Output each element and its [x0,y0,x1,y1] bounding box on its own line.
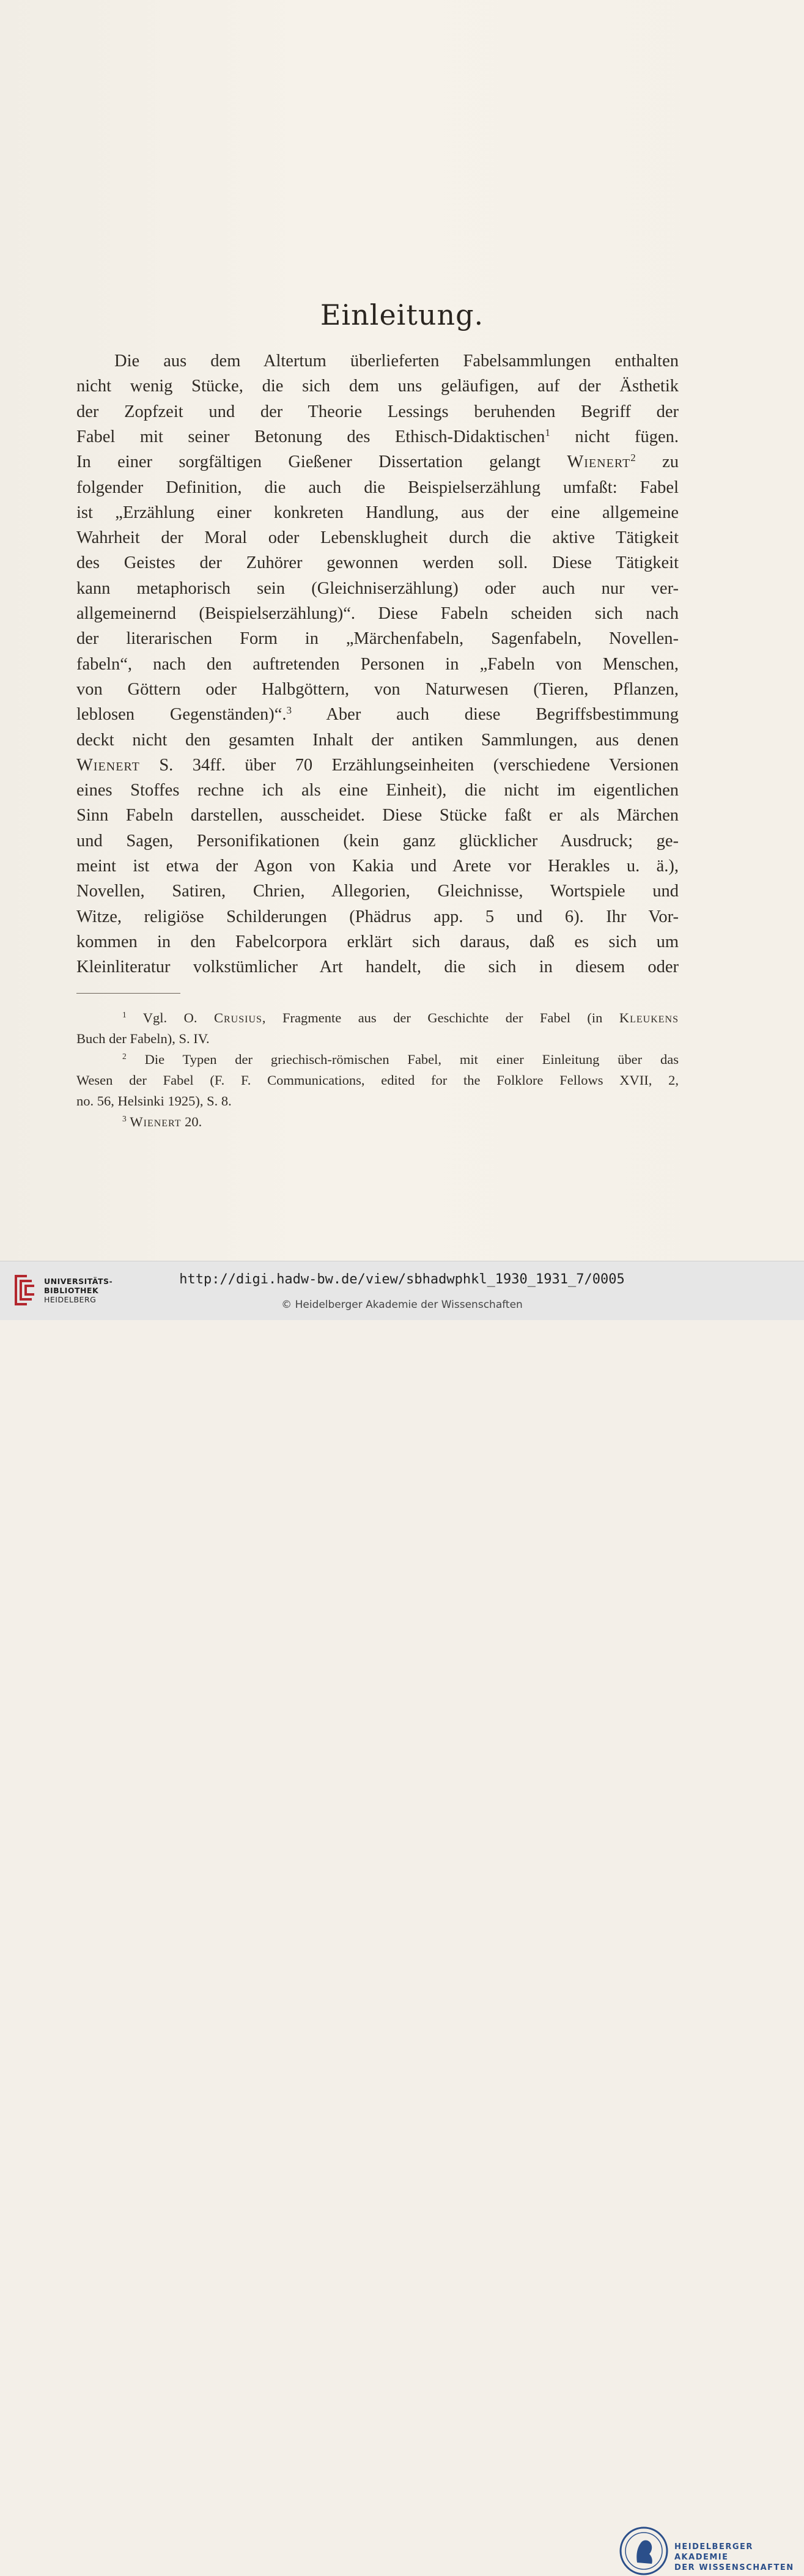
footnote-line: no. 56, Helsinki 1925), S. 8. [76,1093,232,1109]
body-line: In einer sorgfältigen Gießener Dissertation gelangt Wienert$^2$ zu [76,451,679,472]
body-line: Sinn Fabeln darstellen, ausscheidet. Diese Stücke faßt er als Märchen [76,806,679,825]
body-line: ist „Erzählung einer konkreten Handlung, aus der eine allgemeine [76,503,679,522]
footnote-divider [76,993,180,994]
library-city: HEIDELBERG [44,1295,97,1304]
footnote-line: Buch der Fabeln), S. IV. [76,1031,210,1046]
document-page [0,0,804,1261]
viewer-footer-bar [0,1261,804,2572]
body-line: Kleinliteratur volkstümlicher Art handelt, die sich in diesem oder [76,958,679,977]
body-line: Wahrheit der Moral oder Lebensklugheit durch die aktive Tätigkeit [76,528,679,548]
body-line: des Geistes der Zuhörer gewonnen werden soll. Diese Tätigkeit [76,553,679,573]
academy-name-line: HEIDELBERGER AKADEMIE [674,2542,753,2562]
footnote-line: $^3$ Wienert 20. [122,1113,202,1129]
body-line: Wienert S. 34ff. über 70 Erzählungseinheiten (verschiedene Versionen [76,755,679,775]
copyright-notice: © Heidelberger Akademie der Wissenschaften [281,1299,523,1311]
body-line: leblosen Gegenständen)“.$^3$ Aber auch diese Begriffsbestimmung [76,704,679,725]
body-line: fabeln“, nach den auftretenden Personen in „Fabeln von Menschen, [76,654,679,674]
library-name-line: BIBLIOTHEK [44,1286,99,1295]
body-line: der Zopfzeit und der Theorie Lessings beruhenden Begriff der [76,402,679,421]
body-line: kann metaphorisch sein (Gleichniserzählung) oder auch nur ver- [76,578,679,598]
body-line: von Göttern oder Halbgöttern, von Naturwesen (Tieren, Pflanzen, [76,679,679,699]
document-url-link[interactable]: http://digi.hadw-bw.de/view/sbhadwphkl_1930_1931_7/0005 [179,1272,625,1287]
body-line: und Sagen, Personifikationen (kein ganz glücklicher Ausdruck; ge- [76,831,679,851]
footnote-line: $^2$ Die Typen der griechisch-römischen Fabel, mit einer Einleitung über das [122,1051,679,1067]
body-line: Die aus dem Altertum überlieferten Fabelsammlungen enthalten [114,352,679,371]
body-line: nicht wenig Stücke, die sich dem uns geläufigen, auf der Ästhetik [76,377,679,396]
academy-name[interactable] [674,2542,804,2573]
body-line: meint ist etwa der Agon von Kakia und Arete vor Herakles u. ä.), [76,857,679,876]
body-line: der literarischen Form in „Märchenfabeln, Sagenfabeln, Novellen- [76,629,679,649]
footnote-line: $^1$ Vgl. O. Crusius, Fragmente aus der Geschichte der Fabel (in Kleukens [122,1009,679,1025]
body-line: folgender Definition, die auch die Beispielserzählung umfaßt: Fabel [76,478,679,497]
page-title: Einleitung. [320,298,484,331]
library-name-line: UNIVERSITÄTS- [44,1277,113,1286]
body-line: Fabel mit seiner Betonung des Ethisch-Didaktischen$^1$ nicht fügen. [76,426,679,446]
academy-seal-icon[interactable] [619,2526,669,2576]
body-line: Witze, religiöse Schilderungen (Phädrus app. 5 und 6). Ihr Vor- [76,907,679,926]
body-line: Novellen, Satiren, Chrien, Allegorien, Gleichnisse, Wortspiele und [76,882,679,901]
body-line: eines Stoffes rechne ich als eine Einheit), die nicht im eigentlichen [76,781,679,800]
footnote-line: Wesen der Fabel (F. F. Communications, edited for the Folklore Fellows XVII, 2, [76,1072,679,1088]
body-line: allgemeinernd (Beispielserzählung)“. Diese Fabeln scheiden sich nach [76,604,679,623]
body-line: deckt nicht den gesamten Inhalt der antiken Sammlungen, aus denen [76,730,679,750]
body-line: kommen in den Fabelcorpora erklärt sich daraus, daß es sich um [76,932,679,951]
academy-name-line: DER WISSENSCHAFTEN [674,2563,794,2572]
